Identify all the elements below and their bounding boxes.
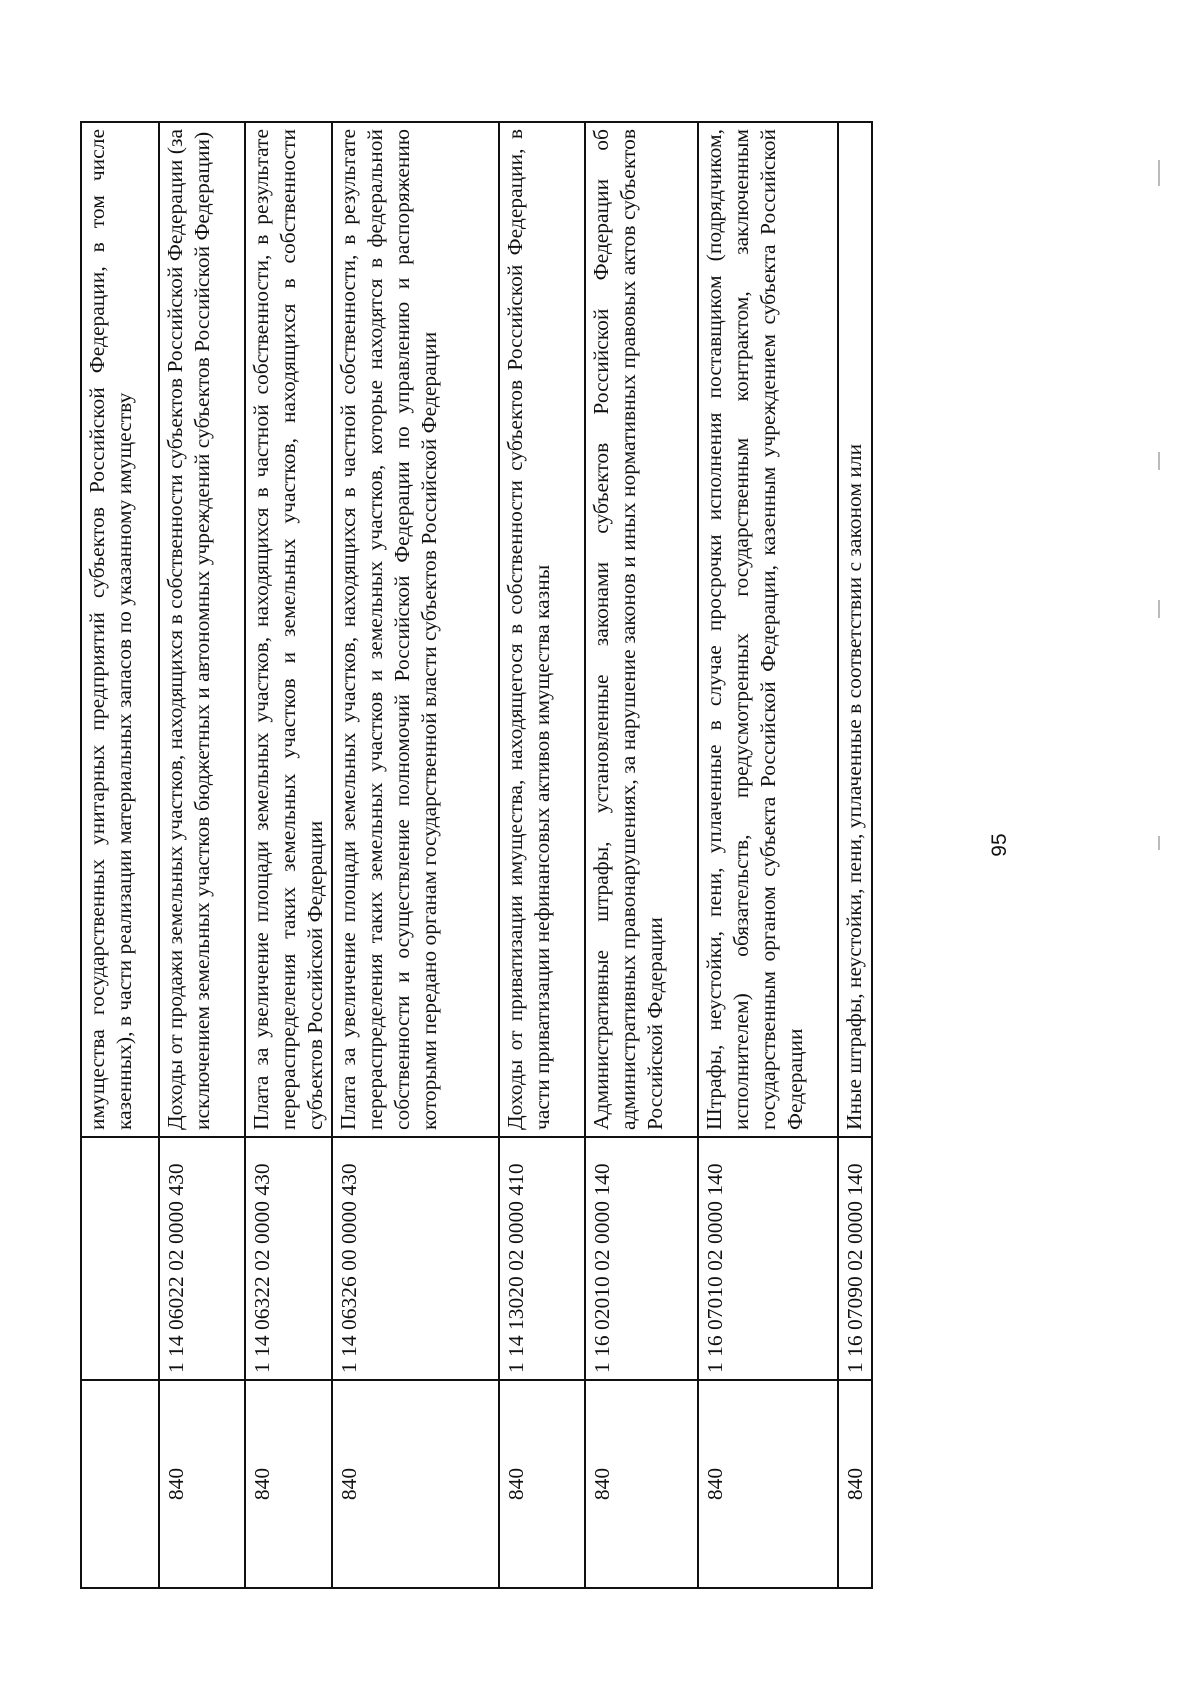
budget-classification-code: 1 14 06322 02 0000 430 [250, 1163, 274, 1373]
budget-classification-code: 1 16 07090 02 0000 140 [843, 1163, 867, 1373]
admin-code-cell [698, 1380, 838, 1588]
admin-code-cell [245, 1380, 332, 1588]
admin-code-cell [81, 1380, 159, 1588]
revenue-description: Плата за увеличение площади земельных участков, находящихся в частной собственности, в результате перераспределения таких земельных участков и земельных участков, которые находятся в федеральной собственности и осуществление полномочий Российской Федерации по управлению и распоряжению которыми передано органам государственной власти субъектов Российской Федерации [332, 122, 499, 1137]
revenue-description: Доходы от продажи земельных участков, находящихся в собственности субъектов Российской Федерации (за исключением земельных участков бюджетных и автономных учреждений субъектов Российской Федерации) [159, 122, 245, 1137]
budget-code-cell [245, 1137, 332, 1380]
revenue-description: Иные штрафы, неустойки, пени, уплаченные в соответствии с законом или [838, 122, 872, 1137]
admin-code-cell [585, 1380, 698, 1588]
revenue-codes-table [80, 121, 873, 1589]
revenue-table [80, 121, 974, 1589]
revenue-description: Плата за увеличение площади земельных участков, находящихся в частной собственности, в результате перераспределения таких земельных участков и земельных участков, находящихся в собственности субъектов Российской Федерации [245, 122, 332, 1137]
budget-classification-code: 1 14 13020 02 0000 410 [504, 1163, 528, 1373]
admin-code-cell [159, 1380, 245, 1588]
admin-code [84, 1387, 85, 1581]
admin-code: 840 [504, 1467, 528, 1501]
table-row [585, 122, 698, 1588]
admin-code: 840 [337, 1467, 361, 1501]
budget-code-cell [332, 1137, 499, 1380]
table-row [159, 122, 245, 1588]
admin-code: 840 [843, 1467, 867, 1501]
admin-code-cell [332, 1380, 499, 1588]
budget-code-cell [159, 1137, 245, 1380]
scan-mark [1158, 836, 1160, 850]
admin-code: 840 [703, 1467, 727, 1501]
budget-code-cell [499, 1137, 585, 1380]
admin-code-cell [838, 1380, 872, 1588]
revenue-description: Доходы от приватизации имущества, находящегося в собственности субъектов Российской Федерации, в части приватизации нефинансовых активов имущества казны [499, 122, 585, 1137]
revenue-description: Административные штрафы, установленные законами субъектов Российской Федерации об административных правонарушениях, за нарушение законов и иных нормативных правовых актов субъектов Российской Федерации [585, 122, 698, 1137]
budget-classification-code: 1 14 06022 02 0000 430 [164, 1163, 188, 1373]
admin-code: 840 [590, 1467, 614, 1501]
page-number: 95 [988, 833, 1011, 857]
budget-classification-code: 1 16 02010 02 0000 140 [590, 1163, 614, 1373]
budget-classification-code [84, 1144, 85, 1373]
budget-classification-code: 1 14 06326 00 0000 430 [337, 1163, 361, 1373]
budget-code-cell [698, 1137, 838, 1380]
table-row [838, 122, 872, 1588]
scan-mark [1158, 600, 1160, 618]
scan-mark [1158, 452, 1160, 470]
table-row [245, 122, 332, 1588]
table-row [332, 122, 499, 1588]
revenue-description: имущества государственных унитарных предприятий субъектов Российской Федерации, в том числе казенных), в части реализации материальных запасов по указанному имуществу [81, 122, 159, 1137]
budget-code-cell [838, 1137, 872, 1380]
admin-code: 840 [250, 1467, 274, 1501]
budget-code-cell [585, 1137, 698, 1380]
admin-code: 840 [164, 1467, 188, 1501]
table-row [698, 122, 838, 1588]
admin-code-cell [499, 1380, 585, 1588]
budget-code-cell [81, 1137, 159, 1380]
table-row [499, 122, 585, 1588]
budget-classification-code: 1 16 07010 02 0000 140 [703, 1163, 727, 1373]
scan-mark [1158, 160, 1160, 186]
revenue-description: Штрафы, неустойки, пени, уплаченные в случае просрочки исполнения поставщиком (подрядчиком, исполнителем) обязательств, предусмотренных государственным контрактом, заключенным государственным органом субъекта Российской Федерации, казенным учреждением субъекта Российской Федерации [698, 122, 838, 1137]
table-row [81, 122, 159, 1588]
